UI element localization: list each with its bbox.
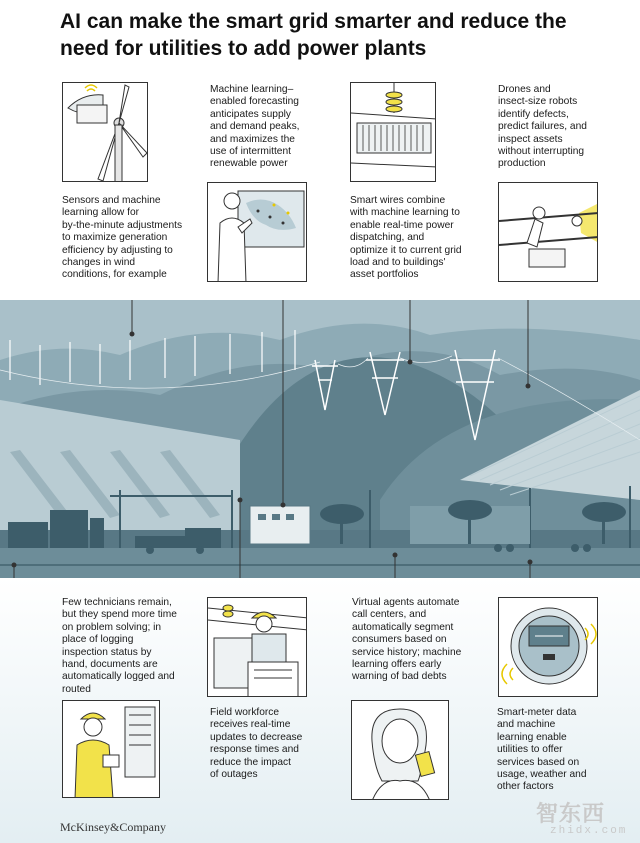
inspection-robot-illustration xyxy=(498,182,598,282)
callout-technicians: Few technicians remain, but they spend more time on problem solving; in place of logging inspection status by hand, documents are automatically logged and routed xyxy=(62,597,177,695)
callout-forecasting: Machine learning– enabled forecasting anticipates supply and demand peaks, and maximizes the use of intermittent renewable power xyxy=(210,84,300,170)
page-title: AI can make the smart grid smarter and reduce the need for utilities to add power plants xyxy=(60,10,567,60)
callout-sensors: Sensors and machine learning allow for by-the-minute adjustments to maximize generation efficiency by adjusting to changes in wind conditions, for example xyxy=(62,195,183,281)
zhidx-watermark xyxy=(528,797,634,841)
watermark-main-text: 智东西 xyxy=(536,801,606,826)
callout-drones: Drones and insect-size robots identify defects, predict failures, and inspect assets without interrupting production xyxy=(498,84,587,170)
wind-turbine-illustration xyxy=(62,82,148,182)
technician-illustration xyxy=(62,700,160,798)
smart-wires-illustration xyxy=(350,82,436,182)
callout-smart-wires: Smart wires combine with machine learning to enable real-time power dispatching, and optimize it to current grid load and to buildings' asset portfolios xyxy=(350,195,462,281)
virtual-agent-illustration xyxy=(351,700,449,800)
smart-meter-illustration xyxy=(498,597,598,697)
forecasting-analyst-illustration xyxy=(207,182,307,282)
field-workforce-illustration xyxy=(207,597,307,697)
callout-field-workforce: Field workforce receives real-time updates to decrease response times and reduce the impact of outages xyxy=(210,707,303,781)
power-grid-landscape xyxy=(0,300,640,585)
watermark-sub-text: zhidx.com xyxy=(550,825,628,837)
callout-smart-meter: Smart-meter data and machine learning enable utilities to offer services based on usage, weather and other factors xyxy=(497,707,587,793)
callout-virtual-agents: Virtual agents automate call centers, and automatically segment consumers based on service history; machine learning offers early warning of bad debts xyxy=(352,597,462,683)
mckinsey-logo: McKinsey&Company xyxy=(60,820,166,834)
